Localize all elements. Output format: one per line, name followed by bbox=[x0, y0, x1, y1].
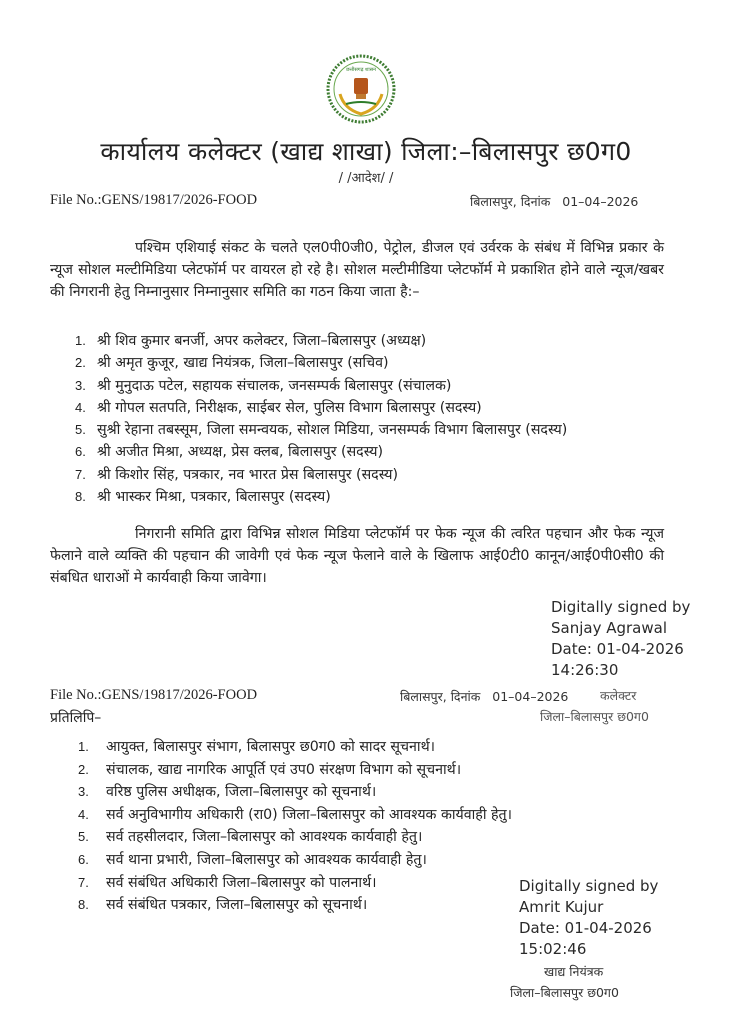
recipient-item bbox=[78, 781, 518, 804]
recipient-number: 1. bbox=[78, 739, 89, 754]
recipient-text: सर्व संबंधित अधिकारी जिला–बिलासपुर को पालनार्थ। bbox=[106, 874, 377, 891]
signatory-designation: कलेक्टर bbox=[600, 688, 637, 703]
member-text: श्री अजीत मिश्रा, अध्यक्ष, प्रेस क्लब, बिलासपुर (सदस्य) bbox=[97, 444, 383, 461]
signature-block-1 bbox=[520, 597, 720, 681]
member-number: 7. bbox=[75, 466, 86, 482]
member-number: 4. bbox=[75, 399, 86, 415]
recipient-number: 4. bbox=[78, 806, 89, 822]
member-item bbox=[75, 330, 665, 352]
copy-heading: प्रतिलिपि– bbox=[50, 710, 102, 726]
recipient-item bbox=[78, 849, 518, 872]
recipient-number: 7. bbox=[78, 874, 89, 890]
digital-signature-1 bbox=[520, 597, 720, 681]
recipient-item bbox=[78, 872, 518, 895]
member-number: 8. bbox=[75, 489, 86, 505]
copy-place-date: बिलासपुर, दिनांक 01–04–2026 bbox=[400, 689, 569, 704]
order-label: / /आदेश/ / bbox=[338, 171, 394, 186]
member-item bbox=[75, 419, 665, 441]
signature-time: 14:26:30 bbox=[551, 661, 619, 679]
signature-label: Digitally signed by bbox=[551, 598, 691, 616]
member-number: 1. bbox=[75, 333, 86, 348]
member-number: 5. bbox=[75, 422, 86, 438]
member-number: 3. bbox=[75, 377, 86, 393]
signature-time: 15:02:46 bbox=[519, 940, 587, 958]
member-text: श्री गोपल सतपति, निरीक्षक, साईबर सेल, पुलिस विभाग बिलासपुर (सदस्य) bbox=[97, 399, 482, 416]
recipient-item bbox=[78, 894, 518, 917]
signer-name: Sanjay Agrawal bbox=[551, 619, 667, 637]
recipient-item bbox=[78, 736, 518, 759]
member-number: 6. bbox=[75, 444, 86, 460]
member-item bbox=[75, 352, 665, 374]
recipient-text: सर्व संबंधित पत्रकार, जिला–बिलासपुर को सूचनार्थ। bbox=[106, 897, 368, 914]
signature-label: Digitally signed by bbox=[519, 877, 659, 895]
closing-text: निगरानी समिति द्वारा विभिन्न सोशल मिडिया प्लेटफॉर्म पर फेक न्यूज की त्वरित पहचान और फेक न्यूज फेलाने वाले व्यक्ति की पहचान की जावेगी एवं फेक न्यूज फेलाने वाले के खिलाफ आई0टी0 कानून/आई0पी0सी0 की संबधित धाराओं मे कार्यवाही किया जावेगा। bbox=[50, 526, 664, 586]
intro-text: पश्चिम एशियाई संकट के चलते एल0पी0जी0, पेट्रोल, डीजल एवं उर्वरक के संबंध में विभिन्न प्रकार के न्यूज सोशल मल्टीमिडिया प्लेटफॉर्म पर वायरल हो रहे है। सोशल मल्टीमीडिया प्लेटफॉर्म मे प्रकाशित होने वाले न्यूज/खबर की निगरानी हेतु निम्नानुसार निम्नानुसार समिति का गठन किया जाता है:– bbox=[50, 240, 664, 300]
file-number: File No.:GENS/19817/2026-FOOD bbox=[50, 192, 258, 208]
signatory-district-2: जिला–बिलासपुर छ0ग0 bbox=[510, 985, 619, 1000]
copy-recipient-list bbox=[78, 736, 518, 917]
member-text: श्री शिव कुमार बनर्जी, अपर कलेक्टर, जिला–बिलासपुर (अध्यक्ष) bbox=[97, 333, 427, 349]
member-text: श्री भास्कर मिश्रा, पत्रकार, बिलासपुर (सदस्य) bbox=[97, 489, 331, 506]
recipient-text: आयुक्त, बिलासपुर संभाग, बिलासपुर छ0ग0 को सादर सूचनार्थ। bbox=[106, 739, 436, 755]
signatory-district: जिला–बिलासपुर छ0ग0 bbox=[540, 709, 649, 724]
member-text: श्री किशोर सिंह, पत्रकार, नव भारत प्रेस बिलासपुर (सदस्य) bbox=[97, 466, 399, 483]
member-text: सुश्री रेहाना तबस्सूम, जिला समन्वयक, सोशल मिडिया, जनसम्पर्क विभाग बिलासपुर (सदस्य) bbox=[97, 422, 568, 439]
signer-name: Amrit Kujur bbox=[519, 898, 604, 916]
member-item bbox=[75, 397, 665, 419]
member-item bbox=[75, 486, 665, 508]
member-item bbox=[75, 375, 665, 397]
member-item bbox=[75, 464, 665, 486]
recipient-number: 3. bbox=[78, 784, 89, 800]
committee-member-list bbox=[75, 330, 665, 508]
recipient-text: सर्व तहसीलदार, जिला–बिलासपुर को आवश्यक कार्यवाही हेतु। bbox=[106, 829, 423, 846]
member-text: श्री अमृत कुजूर, खाद्य नियंत्रक, जिला–बिलासपुर (सचिव) bbox=[97, 355, 389, 372]
signature-date: Date: 01-04-2026 bbox=[551, 640, 684, 658]
recipient-text: संचालक, खाद्य नागरिक आपूर्ति एवं उप0 संरक्षण विभाग को सूचनार्थ। bbox=[106, 761, 462, 778]
signatory-designation-2: खाद्य नियंत्रक bbox=[544, 964, 604, 979]
recipient-number: 6. bbox=[78, 851, 89, 867]
recipient-number: 2. bbox=[78, 761, 89, 777]
digital-signature-2 bbox=[519, 876, 658, 960]
recipient-text: सर्व अनुविभागीय अधिकारी (रा0) जिला–बिलासपुर को आवश्यक कार्यवाही हेतु। bbox=[106, 806, 513, 823]
recipient-number: 8. bbox=[78, 897, 89, 913]
signature-date: Date: 01-04-2026 bbox=[519, 919, 652, 937]
intro-paragraph bbox=[50, 237, 664, 303]
copy-file-number: File No.:GENS/19817/2026-FOOD bbox=[50, 687, 258, 703]
government-seal-logo bbox=[318, 54, 404, 124]
place-date: बिलासपुर, दिनांक 01–04–2026 bbox=[470, 194, 639, 209]
member-number: 2. bbox=[75, 355, 86, 371]
recipient-text: सर्व थाना प्रभारी, जिला–बिलासपुर को आवश्यक कार्यवाही हेतु। bbox=[106, 851, 427, 868]
recipient-item bbox=[78, 804, 518, 827]
seal-text: छत्तीसगढ़ शासन bbox=[346, 67, 376, 73]
recipient-item bbox=[78, 759, 518, 782]
office-title: कार्यालय कलेक्टर (खाद्य शाखा) जिला:–बिलासपुर छ0ग0 bbox=[100, 137, 632, 166]
recipient-item bbox=[78, 826, 518, 849]
closing-paragraph bbox=[50, 523, 664, 589]
member-text: श्री मुनुदाऊ पटेल, सहायक संचालक, जनसम्पर्क बिलासपुर (संचालक) bbox=[97, 377, 452, 394]
member-item bbox=[75, 441, 665, 463]
recipient-text: वरिष्ठ पुलिस अधीक्षक, जिला–बिलासपुर को सूचनार्थ। bbox=[106, 784, 377, 801]
recipient-number: 5. bbox=[78, 829, 89, 845]
